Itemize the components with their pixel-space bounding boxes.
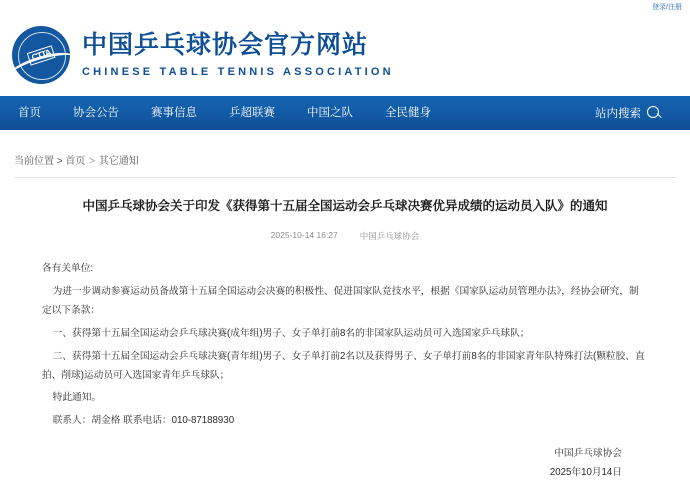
nav-item-announcements[interactable]: 协会公告 <box>73 107 119 119</box>
site-search-label[interactable]: 站内搜索 <box>595 108 641 120</box>
nav-item-super-league[interactable]: 乒超联赛 <box>229 107 275 119</box>
logo-text: CTTA <box>27 45 55 65</box>
signature-date: 2025年10月14日 <box>549 466 622 478</box>
top-utility-bar <box>0 0 690 14</box>
search-icon[interactable] <box>647 106 662 121</box>
nav-search-area[interactable] <box>595 105 680 121</box>
login-register-link[interactable]: 登录/注册 <box>652 4 682 11</box>
article-date: 2025-10-14 16:27 <box>270 230 338 240</box>
article-paragraph: 特此通知。 <box>52 392 102 404</box>
breadcrumb-prefix: 当前位置 > <box>14 156 63 167</box>
site-title-en: CHINESE TABLE TENNIS ASSOCIATION <box>82 65 394 78</box>
article-meta <box>28 230 662 242</box>
article-paragraph: 二、获得第十五届全国运动会乒乓球决赛(青年组)男子、女子单打前2名以及获得男子、女子单打前8名的非国家青年队特殊打法(颗粒胶、直拍、削球)运动员可入选国家青年乒乓球队； <box>42 350 645 381</box>
nav-item-home[interactable]: 首页 <box>18 107 41 119</box>
site-title-cn: 中国乒乓球协会官方网站 <box>82 32 369 60</box>
article-contact-line: 联系人：胡金格 联系电话：010-87188930 <box>52 415 235 427</box>
nav-item-fitness-for-all[interactable]: 全民健身 <box>385 107 431 119</box>
nav-item-national-team[interactable]: 中国之队 <box>307 107 353 119</box>
article-paragraph: 各有关单位: <box>42 263 94 274</box>
association-logo[interactable] <box>12 26 70 84</box>
article-source: 中国乒乓球协会 <box>359 231 420 241</box>
breadcrumb-separator: > <box>89 156 96 167</box>
breadcrumb <box>0 130 690 177</box>
nav-item-competition-info[interactable]: 赛事信息 <box>151 107 197 119</box>
article-paragraph: 一、获得第十五届全国运动会乒乓球决赛(成年组)男子、女子单打前8名的非国家队运动员可入选国家乒乓球队； <box>52 327 530 339</box>
article <box>14 177 676 482</box>
article-paragraph: 为进一步调动参赛运动员备战第十五届全国运动会决赛的积极性、促进国家队竞技水平，根据《国家队运动员管理办法》，经协会研究，制定以下条款： <box>42 285 639 316</box>
main-navigation <box>0 96 690 130</box>
breadcrumb-item-home[interactable]: 首页 <box>65 156 86 167</box>
breadcrumb-item-other-notices[interactable]: 其它通知 <box>98 156 139 167</box>
article-title: 中国乒乓球协会关于印发《获得第十五届全国运动会乒乓球决赛优异成绩的运动员入队》的通知 <box>82 199 608 213</box>
site-title-block <box>82 32 394 78</box>
article-signature <box>28 445 662 482</box>
article-body <box>28 260 662 431</box>
signature-organization: 中国乒乓球协会 <box>554 448 622 460</box>
site-header <box>0 14 690 96</box>
page-content <box>0 130 690 482</box>
